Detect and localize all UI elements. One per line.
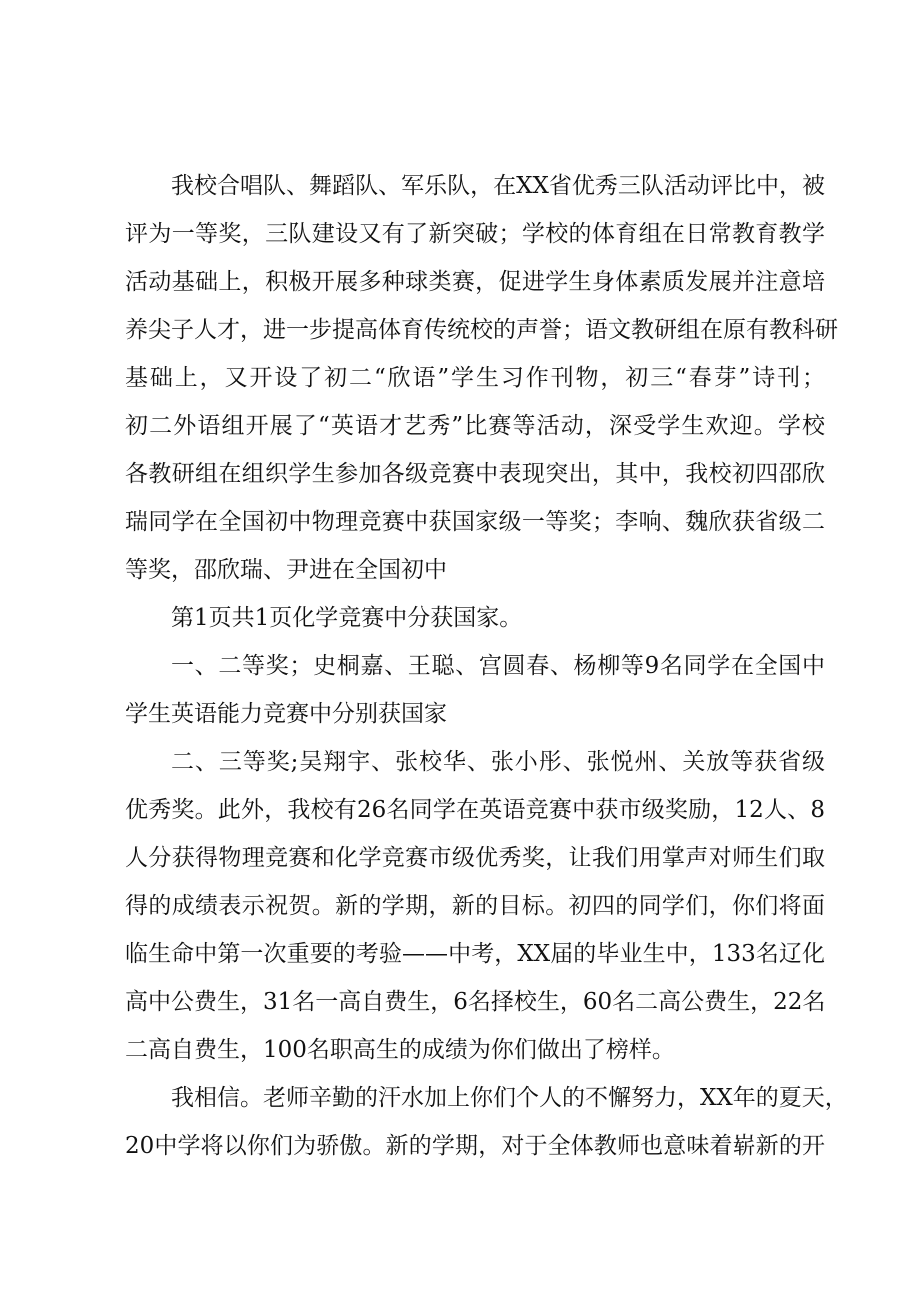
paragraph-4-line-6: 高中公费生，31名一高自费生，6名择校生，60名二高公费生，22名 xyxy=(125,989,826,1015)
paragraph-4-line-1: 二、三等奖;吴翔宇、张校华、张小彤、张悦州、关放等获省级 xyxy=(171,749,825,775)
paragraph-4-line-3: 人分获得物理竞赛和化学竞赛市级优秀奖，让我们用掌声对师生们取 xyxy=(125,845,825,871)
paragraph-3-line-2: 学生英语能力竞赛中分别获国家 xyxy=(125,701,447,727)
paragraph-1-line-4: 养尖子人才，进一步提高体育传统校的声誉；语文教研组在原有教科研 xyxy=(125,317,838,343)
paragraph-1-line-8: 瑞同学在全国初中物理竞赛中获国家级一等奖；李响、魏欣获省级二 xyxy=(125,509,825,535)
paragraph-4-line-4: 得的成绩表示祝贺。新的学期，新的目标。初四的同学们，你们将面 xyxy=(125,893,825,919)
paragraph-2-line-1: 第1页共1页化学竞赛中分获国家。 xyxy=(171,605,523,631)
paragraph-1-line-6: 初二外语组开展了“英语才艺秀”比赛等活动，深受学生欢迎。学校 xyxy=(125,413,825,439)
paragraph-1-line-9: 等奖，邵欣瑞、尹进在全国初中 xyxy=(125,557,447,583)
paragraph-1-line-2: 评为一等奖，三队建设又有了新突破；学校的体育组在日常教育教学 xyxy=(125,221,825,247)
paragraph-4-line-7: 二高自费生，100名职高生的成绩为你们做出了榜样。 xyxy=(125,1037,675,1063)
paragraph-1-line-7: 各教研组在组织学生参加各级竞赛中表现突出，其中，我校初四邵欣 xyxy=(125,461,825,487)
paragraph-5-line-1: 我相信。老师辛勤的汗水加上你们个人的不懈努力，XX年的夏天， xyxy=(171,1085,848,1111)
paragraph-1-line-3: 活动基础上，积极开展多种球类赛，促进学生身体素质发展并注意培 xyxy=(125,269,825,295)
paragraph-4-line-5: 临生命中第一次重要的考验——中考，XX届的毕业生中，133名辽化 xyxy=(125,941,825,967)
paragraph-1-line-5: 基础上，又开设了初二“欣语”学生习作刊物，初三“春芽”诗刊； xyxy=(125,365,825,391)
paragraph-1-line-1: 我校合唱队、舞蹈队、军乐队，在XX省优秀三队活动评比中，被 xyxy=(171,173,825,199)
paragraph-4-line-2: 优秀奖。此外，我校有26名同学在英语竞赛中获市级奖励，12人、8 xyxy=(125,797,825,823)
paragraph-3-line-1: 一、二等奖；史桐嘉、王聪、宫圆春、杨柳等9名同学在全国中 xyxy=(171,653,825,679)
paragraph-5-line-2: 20中学将以你们为骄傲。新的学期，对于全体教师也意味着崭新的开 xyxy=(125,1133,825,1159)
